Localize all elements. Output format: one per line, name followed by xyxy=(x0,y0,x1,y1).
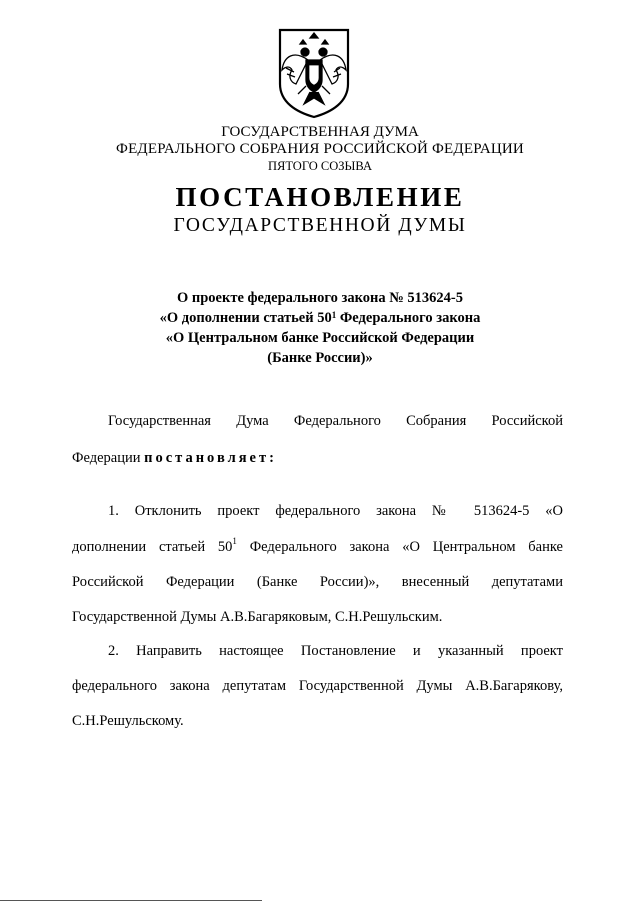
convocation-line: ПЯТОГО СОЗЫВА xyxy=(267,159,373,173)
document-subtitle: ГОСУДАРСТВЕННОЙ ДУМЫ xyxy=(173,215,467,236)
item1-line-2-text: дополнении статьей 50 xyxy=(72,539,233,555)
item2-line-1: 2. Направить настоящее Постановление и указанный проект xyxy=(108,643,563,659)
coat-of-arms-icon xyxy=(276,26,352,120)
intro-line-2 xyxy=(72,450,563,467)
subject-line-2 xyxy=(60,308,580,328)
item1-line-3: Российской Федерации (Банке России)», внесенный депутатами xyxy=(72,574,563,590)
item1-line-2-tail: Федерального закона «О Центральном банке xyxy=(236,539,563,555)
decree-word: постановляет: xyxy=(144,450,277,466)
intro-line-1: Государственная Дума Федерального Собрания Российской xyxy=(108,413,563,429)
issuer-line-2: ФЕДЕРАЛЬНОГО СОБРАНИЯ РОССИЙСКОЙ ФЕДЕРАЦИИ xyxy=(116,141,524,157)
intro-line-2-text: Федерации xyxy=(72,450,145,466)
subject-line-2-tail: Федерального закона xyxy=(336,310,481,326)
document-title: ПОСТАНОВЛЕНИЕ xyxy=(175,182,465,212)
subject-line-3: «О Центральном банке Российской Федерации xyxy=(165,330,475,346)
subject-line-2-text: «О дополнении статьей 50 xyxy=(159,310,332,326)
item1-line-1: 1. Отклонить проект федерального закона № 513624-5 «О xyxy=(108,503,563,519)
item2-line-3: С.Н.Решульскому. xyxy=(72,713,184,729)
subject-line-1: О проекте федерального закона № 513624-5 xyxy=(176,290,464,306)
subject-superscript: 1 xyxy=(331,310,337,320)
issuer-line-1: ГОСУДАРСТВЕННАЯ ДУМА xyxy=(221,124,419,140)
item1-superscript: 1 xyxy=(232,536,237,546)
item2-line-2: федерального закона депутатам Государственной Думы А.В.Багарякову, xyxy=(72,678,563,694)
subject-line-4: (Банке России)» xyxy=(267,350,373,366)
item1-line-4: Государственной Думы А.В.Багаряковым, С.Н.Решульским. xyxy=(72,609,443,625)
item1-line-2 xyxy=(72,536,563,556)
resolution-subject xyxy=(60,288,580,368)
footer-rule xyxy=(0,900,262,901)
